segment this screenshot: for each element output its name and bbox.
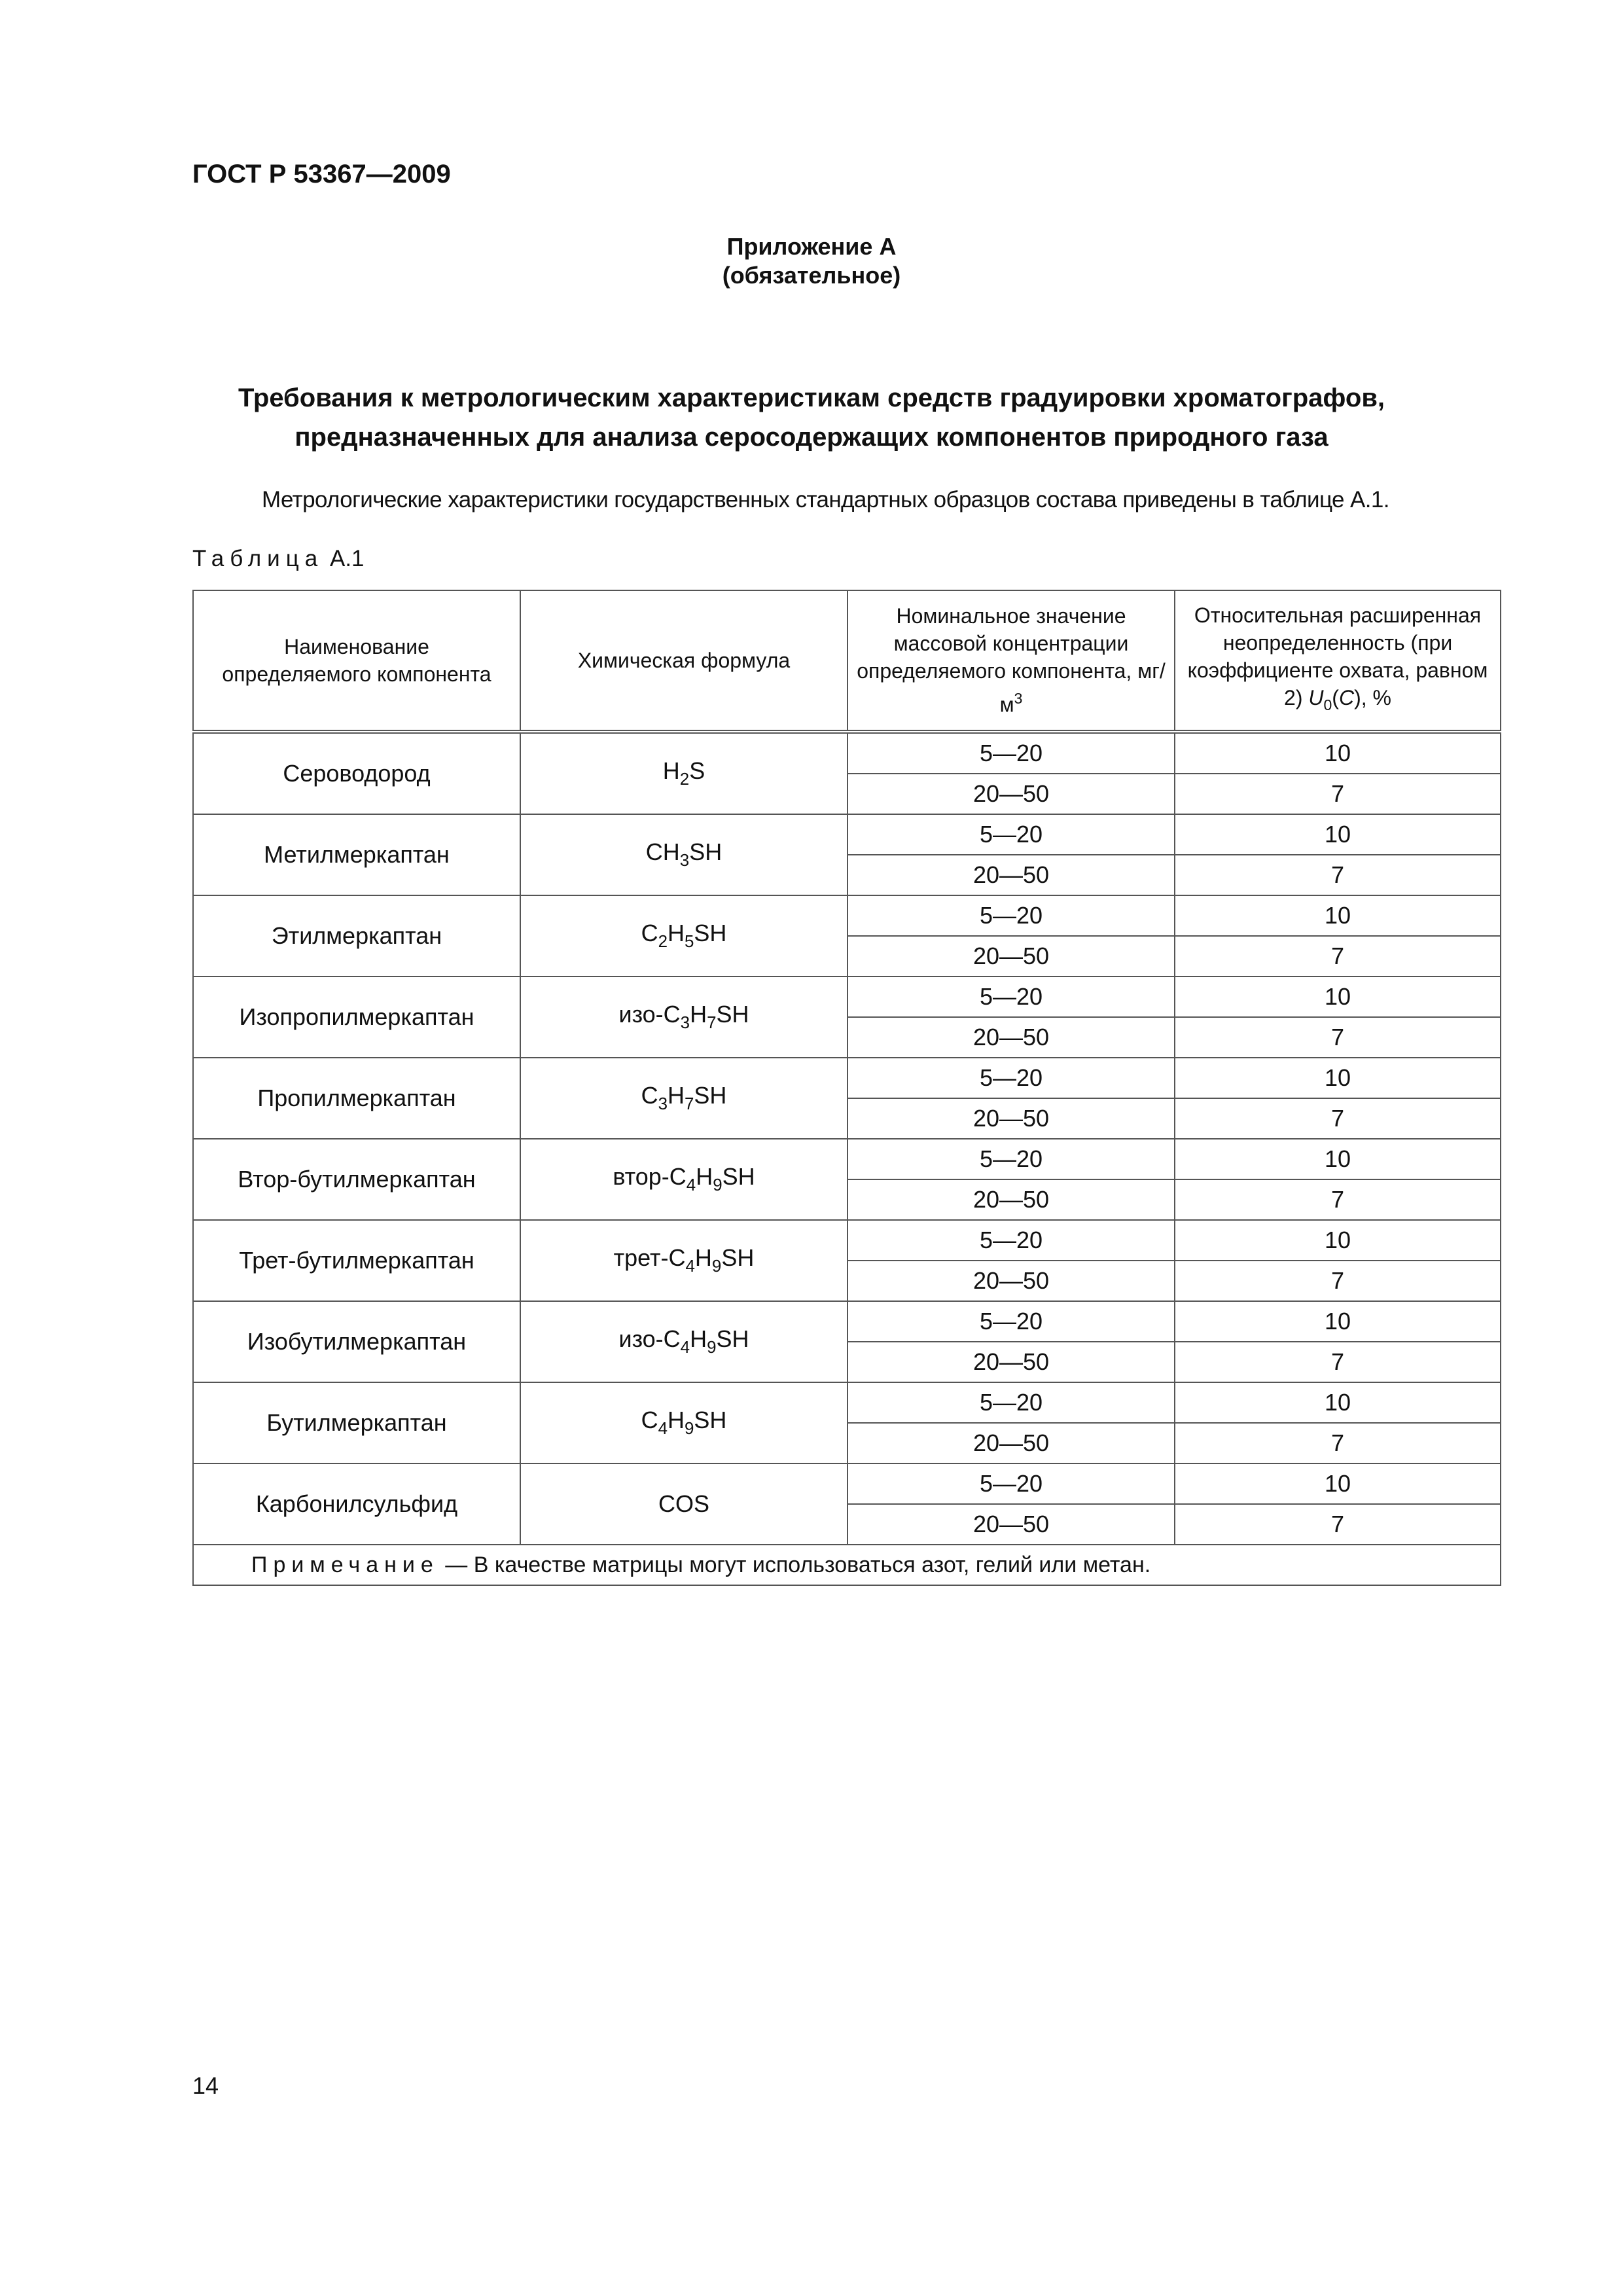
- uncertainty-value: 7: [1175, 1179, 1501, 1220]
- chemical-formula: [520, 895, 847, 977]
- concentration-range: 5—20: [847, 1382, 1175, 1423]
- chemical-formula: [520, 1058, 847, 1139]
- table-row: [193, 1463, 1501, 1504]
- appendix-title: Приложение А: [726, 233, 897, 260]
- concentration-range: 5—20: [847, 814, 1175, 855]
- header-conc-text: Номинальное значение массовой концентрации определяемого компонента, мг/м: [857, 604, 1166, 717]
- formula-subscript: 9: [684, 1420, 694, 1439]
- concentration-range: 20—50: [847, 1423, 1175, 1463]
- formula-part: SH: [694, 1407, 727, 1434]
- uncertainty-value: 7: [1175, 1423, 1501, 1463]
- metrology-table: [192, 590, 1501, 1586]
- component-name: Карбонилсульфид: [193, 1463, 520, 1545]
- concentration-range: 5—20: [847, 1058, 1175, 1098]
- header-unc-close: ), %: [1354, 686, 1391, 710]
- uncertainty-value: 7: [1175, 1504, 1501, 1545]
- table-note: [193, 1545, 1501, 1585]
- chemical-formula: [520, 814, 847, 895]
- uncertainty-value: 7: [1175, 936, 1501, 977]
- uncertainty-value: 7: [1175, 1261, 1501, 1301]
- concentration-range: 5—20: [847, 1139, 1175, 1179]
- section-title-line-1: Требования к метрологическим характеристикам средств градуировки хроматографов,: [238, 384, 1385, 412]
- header-unc-variable: C: [1338, 686, 1355, 710]
- page-number: 14: [192, 2072, 219, 2099]
- table-row: [193, 1139, 1501, 1179]
- formula-part: S: [689, 757, 705, 785]
- document-standard-number: ГОСТ Р 53367—2009: [192, 160, 451, 188]
- component-name: Сероводород: [193, 732, 520, 814]
- formula-part: втор-C: [613, 1163, 687, 1191]
- uncertainty-value: 10: [1175, 1463, 1501, 1504]
- formula-subscript: 5: [684, 933, 694, 952]
- note-text: — В качестве матрицы могут использоваться азот, гелий или метан.: [438, 1552, 1151, 1577]
- header-unc-subscript: 0: [1323, 696, 1332, 714]
- formula-part: SH: [721, 1244, 755, 1272]
- formula-part: SH: [722, 1163, 755, 1191]
- chemical-formula: [520, 1301, 847, 1382]
- component-name: Изопропилмеркаптан: [193, 977, 520, 1058]
- concentration-range: 20—50: [847, 855, 1175, 895]
- concentration-range: 20—50: [847, 774, 1175, 814]
- component-name: Бутилмеркаптан: [193, 1382, 520, 1463]
- concentration-range: 20—50: [847, 1342, 1175, 1382]
- chemical-formula: [520, 732, 847, 814]
- formula-part: H: [694, 1244, 712, 1272]
- uncertainty-value: 7: [1175, 855, 1501, 895]
- header-unc-symbol: U: [1308, 686, 1324, 710]
- concentration-range: 20—50: [847, 936, 1175, 977]
- formula-part: H: [667, 920, 685, 947]
- formula-subscript: 3: [679, 852, 690, 870]
- formula-subscript: 3: [680, 1014, 690, 1033]
- formula-part: H: [667, 1407, 685, 1434]
- formula-subscript: 2: [679, 770, 690, 789]
- formula-part: SH: [689, 838, 722, 866]
- formula-part: H: [667, 1082, 685, 1109]
- table-note-row: [193, 1545, 1501, 1585]
- chemical-formula: [520, 1139, 847, 1220]
- concentration-range: 20—50: [847, 1098, 1175, 1139]
- formula-part: H: [696, 1163, 713, 1191]
- table-row: [193, 1220, 1501, 1261]
- concentration-range: 5—20: [847, 977, 1175, 1017]
- formula-subscript: 4: [685, 1257, 695, 1276]
- formula-part: CH: [645, 838, 680, 866]
- formula-part: H: [690, 1001, 707, 1028]
- header-component-name: Наименование определяемого компонента: [193, 590, 520, 732]
- uncertainty-value: 10: [1175, 1301, 1501, 1342]
- concentration-range: 5—20: [847, 1301, 1175, 1342]
- section-title-line-2: предназначенных для анализа серосодержащих компонентов природного газа: [294, 423, 1329, 452]
- formula-part: изо-C: [618, 1325, 681, 1353]
- uncertainty-value: 10: [1175, 977, 1501, 1017]
- component-name: Метилмеркаптан: [193, 814, 520, 895]
- formula-subscript: 4: [658, 1420, 668, 1439]
- formula-subscript: 9: [713, 1176, 722, 1195]
- chemical-formula: [520, 1463, 847, 1545]
- concentration-range: 5—20: [847, 1463, 1175, 1504]
- section-title: [131, 378, 1492, 457]
- formula-part: C: [641, 920, 658, 947]
- formula-part: SH: [716, 1325, 749, 1353]
- formula-subscript: 2: [658, 933, 668, 952]
- formula-part: H: [690, 1325, 707, 1353]
- uncertainty-value: 10: [1175, 814, 1501, 855]
- formula-part: SH: [694, 1082, 727, 1109]
- uncertainty-value: 7: [1175, 1342, 1501, 1382]
- formula-subscript: 9: [707, 1338, 717, 1357]
- header-chemical-formula: Химическая формула: [520, 590, 847, 732]
- concentration-range: 20—50: [847, 1261, 1175, 1301]
- table-row: [193, 1382, 1501, 1423]
- chemical-formula: [520, 1220, 847, 1301]
- formula-part: C: [641, 1407, 658, 1434]
- uncertainty-value: 10: [1175, 732, 1501, 774]
- table-header-row: [193, 590, 1501, 732]
- table-caption: [192, 546, 365, 572]
- concentration-range: 5—20: [847, 1220, 1175, 1261]
- header-conc-superscript: 3: [1014, 690, 1023, 708]
- table-caption-word: Таблица: [192, 546, 324, 571]
- appendix-status: (обязательное): [722, 262, 901, 289]
- uncertainty-value: 10: [1175, 1382, 1501, 1423]
- formula-part: трет-C: [613, 1244, 686, 1272]
- component-name: Пропилмеркаптан: [193, 1058, 520, 1139]
- concentration-range: 20—50: [847, 1179, 1175, 1220]
- component-name: Втор-бутилмеркаптан: [193, 1139, 520, 1220]
- concentration-range: 5—20: [847, 732, 1175, 774]
- formula-part: COS: [658, 1490, 709, 1517]
- note-label: Примечание: [251, 1552, 439, 1577]
- formula-part: SH: [694, 920, 727, 947]
- uncertainty-value: 7: [1175, 1017, 1501, 1058]
- formula-part: H: [662, 757, 680, 785]
- uncertainty-value: 10: [1175, 1220, 1501, 1261]
- header-unc-open: (: [1332, 686, 1339, 710]
- header-nominal-concentration: [847, 590, 1175, 732]
- formula-subscript: 4: [680, 1338, 690, 1357]
- table-caption-number: А.1: [329, 546, 365, 571]
- table-row: [193, 732, 1501, 774]
- component-name: Изобутилмеркаптан: [193, 1301, 520, 1382]
- uncertainty-value: 10: [1175, 1139, 1501, 1179]
- concentration-range: 5—20: [847, 895, 1175, 936]
- uncertainty-value: 10: [1175, 1058, 1501, 1098]
- formula-subscript: 7: [684, 1095, 694, 1114]
- table-row: [193, 1058, 1501, 1098]
- table-body: [193, 732, 1501, 1545]
- table-row: [193, 1301, 1501, 1342]
- formula-subscript: 3: [658, 1095, 668, 1114]
- chemical-formula: [520, 1382, 847, 1463]
- intro-paragraph: Метрологические характеристики государственных стандартных образцов состава приведены в таблице А.1.: [262, 487, 1389, 512]
- formula-part: SH: [716, 1001, 749, 1028]
- formula-subscript: 9: [711, 1257, 722, 1276]
- component-name: Трет-бутилмеркаптан: [193, 1220, 520, 1301]
- uncertainty-value: 7: [1175, 774, 1501, 814]
- table-row: [193, 895, 1501, 936]
- table-row: [193, 814, 1501, 855]
- component-name: Этилмеркаптан: [193, 895, 520, 977]
- table-row: [193, 977, 1501, 1017]
- formula-subscript: 4: [686, 1176, 696, 1195]
- header-unc-text: Относительная расширенная неопределенность (при коэффициенте охвата, равном 2): [1187, 603, 1488, 710]
- formula-part: C: [641, 1082, 658, 1109]
- chemical-formula: [520, 977, 847, 1058]
- uncertainty-value: 10: [1175, 895, 1501, 936]
- formula-part: изо-C: [618, 1001, 681, 1028]
- uncertainty-value: 7: [1175, 1098, 1501, 1139]
- header-relative-uncertainty: [1175, 590, 1501, 732]
- concentration-range: 20—50: [847, 1504, 1175, 1545]
- concentration-range: 20—50: [847, 1017, 1175, 1058]
- formula-subscript: 7: [707, 1014, 717, 1033]
